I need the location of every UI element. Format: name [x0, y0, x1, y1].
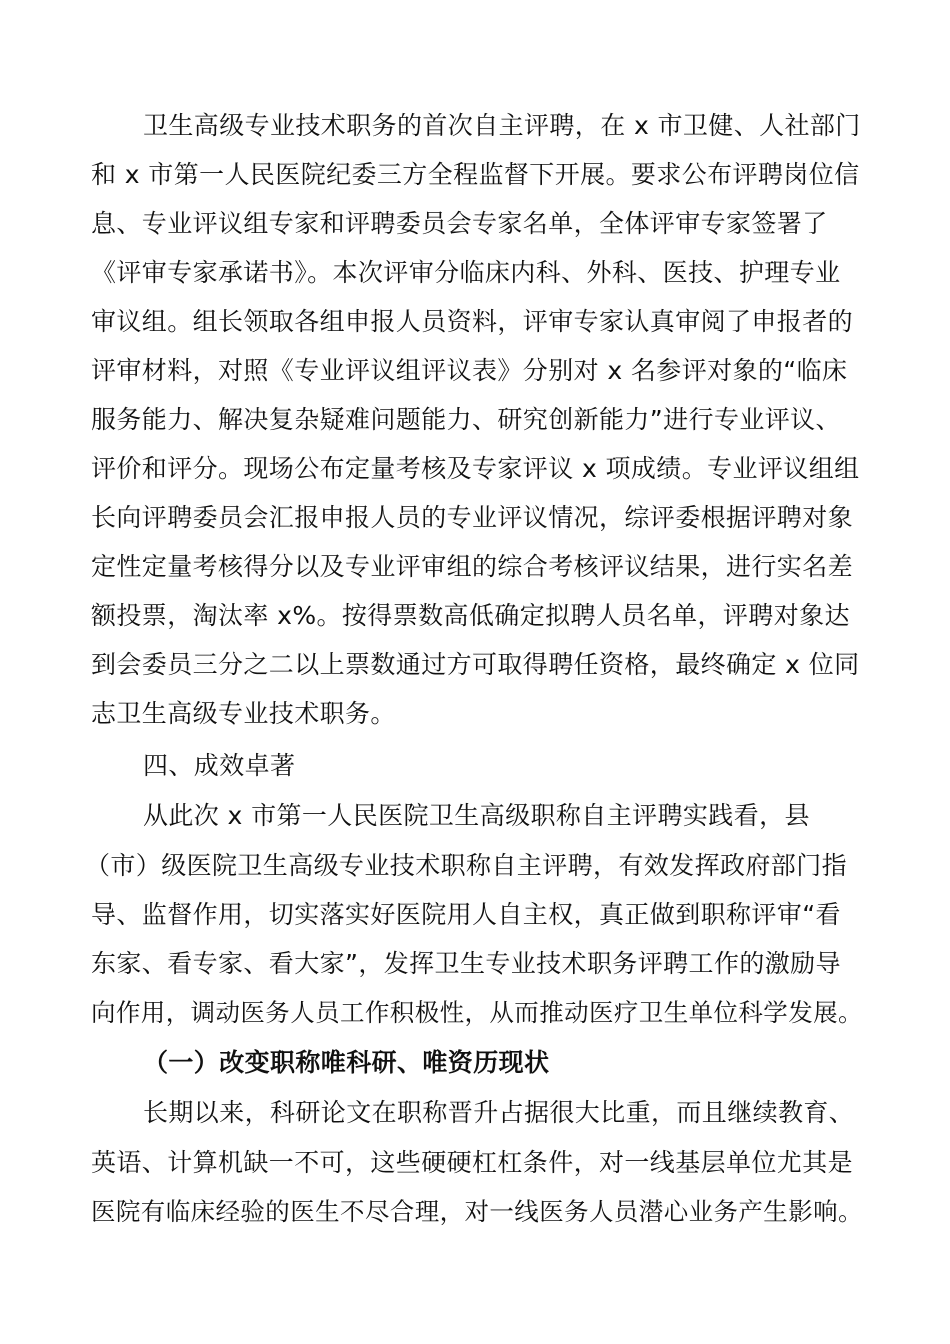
paragraph-line: 评价和评分。现场公布定量考核及专家评议 x 项成绩。专业评议组组: [91, 454, 860, 483]
paragraph-line: 评审材料，对照《专业评议组评议表》分别对 x 名参评对象的“临床: [91, 356, 848, 385]
paragraph-line: 《评审专家承诺书》。本次评审分临床内科、外科、医技、护理专业: [91, 258, 841, 287]
subsection-heading: （一）改变职称唯科研、唯资历现状: [143, 1048, 550, 1077]
paragraph-line: 到会委员三分之二以上票数通过方可取得聘任资格，最终确定 x 位同: [91, 650, 860, 679]
paragraph-line: 和 x 市第一人民医院纪委三方全程监督下开展。要求公布评聘岗位信: [91, 160, 860, 189]
paragraph-line: 卫生高级专业技术职务的首次自主评聘，在 x 市卫健、人社部门: [143, 111, 861, 140]
paragraph-line: 导、监督作用，切实落实好医院用人自主权，真正做到职称评审“看: [91, 900, 841, 929]
section-heading: 四、成效卓著: [143, 751, 296, 780]
paragraph-line: 向作用，调动医务人员工作积极性，从而推动医疗卫生单位科学发展。: [91, 998, 863, 1027]
paragraph-line: 长期以来，科研论文在职称晋升占据很大比重，而且继续教育、: [143, 1098, 855, 1127]
paragraph-line: 医院有临床经验的医生不尽合理，对一线医务人员潜心业务产生影响。: [91, 1197, 863, 1226]
paragraph-line: 长向评聘委员会汇报申报人员的专业评议情况，综评委根据评聘对象: [91, 503, 854, 532]
paragraph-line: 从此次 x 市第一人民医院卫生高级职称自主评聘实践看，县: [143, 801, 810, 830]
paragraph-line: （市）级医院卫生高级专业技术职称自主评聘，有效发挥政府部门指: [85, 851, 848, 880]
paragraph-line: 息、专业评议组专家和评聘委员会专家名单，全体评审专家签署了: [91, 209, 828, 238]
paragraph-line: 额投票，淘汰率 x%。按得票数高低确定拟聘人员名单，评聘对象达: [91, 601, 850, 630]
paragraph-line: 志卫生高级专业技术职务。: [91, 699, 396, 728]
paragraph-line: 东家、看专家、看大家”，发挥卫生专业技术职务评聘工作的激励导: [91, 949, 841, 978]
paragraph-line: 英语、计算机缺一不可，这些硬硬杠杠条件，对一线基层单位尤其是: [91, 1148, 854, 1177]
paragraph-line: 服务能力、解决复杂疑难问题能力、研究创新能力”进行专业评议、: [91, 405, 841, 434]
paragraph-line: 审议组。组长领取各组申报人员资料，评审专家认真审阅了申报者的: [91, 307, 854, 336]
paragraph-line: 定性定量考核得分以及专业评审组的综合考核评议结果，进行实名差: [91, 552, 854, 581]
